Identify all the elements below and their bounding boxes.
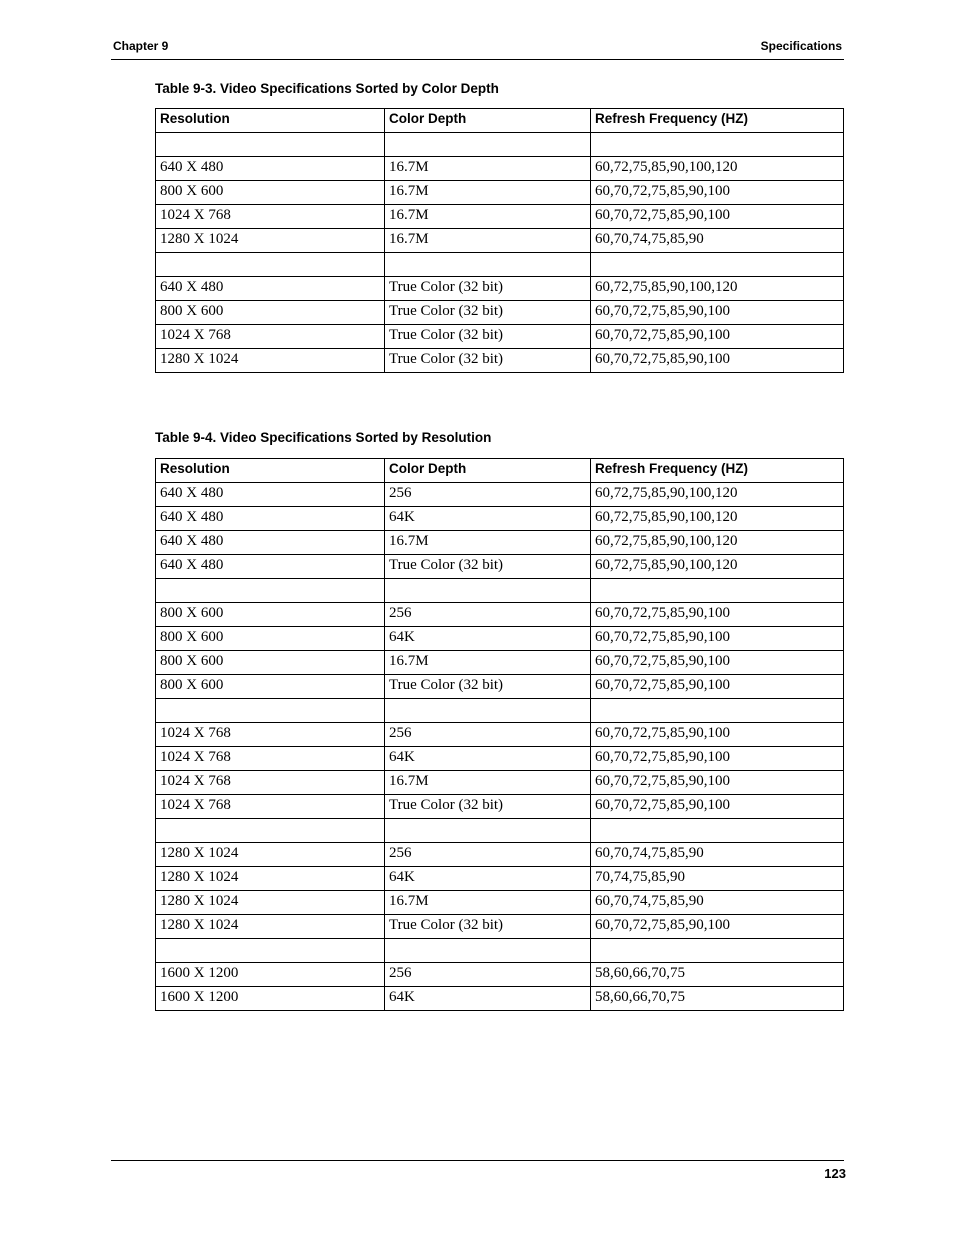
cell-refresh-frequency: 60,72,75,85,90,100,120 — [591, 483, 844, 507]
cell-refresh-frequency — [591, 253, 844, 277]
cell-color-depth: True Color (32 bit) — [385, 301, 591, 325]
cell-resolution: 1600 X 1200 — [156, 987, 385, 1011]
column-header-color-depth: Color Depth — [385, 459, 591, 483]
table-row — [156, 771, 844, 795]
cell-resolution: 640 X 480 — [156, 483, 385, 507]
table-row — [156, 795, 844, 819]
page-footer — [111, 1160, 846, 1181]
cell-refresh-frequency: 60,70,74,75,85,90 — [591, 891, 844, 915]
cell-color-depth: True Color (32 bit) — [385, 349, 591, 373]
cell-resolution: 1280 X 1024 — [156, 891, 385, 915]
cell-color-depth: 16.7M — [385, 771, 591, 795]
cell-color-depth: True Color (32 bit) — [385, 795, 591, 819]
cell-color-depth — [385, 699, 591, 723]
cell-refresh-frequency: 60,72,75,85,90,100,120 — [591, 555, 844, 579]
table-header-row — [156, 109, 844, 133]
cell-resolution: 640 X 480 — [156, 507, 385, 531]
cell-refresh-frequency: 60,72,75,85,90,100,120 — [591, 531, 844, 555]
table-row — [156, 349, 844, 373]
cell-resolution — [156, 253, 385, 277]
cell-refresh-frequency: 60,72,75,85,90,100,120 — [591, 507, 844, 531]
cell-refresh-frequency: 60,72,75,85,90,100,120 — [591, 157, 844, 181]
table-row — [156, 277, 844, 301]
table-row — [156, 627, 844, 651]
cell-resolution: 800 X 600 — [156, 603, 385, 627]
cell-resolution: 800 X 600 — [156, 651, 385, 675]
cell-resolution: 1024 X 768 — [156, 723, 385, 747]
cell-resolution — [156, 939, 385, 963]
cell-color-depth: 256 — [385, 603, 591, 627]
cell-resolution: 1280 X 1024 — [156, 843, 385, 867]
cell-refresh-frequency: 60,70,72,75,85,90,100 — [591, 349, 844, 373]
cell-refresh-frequency: 60,72,75,85,90,100,120 — [591, 277, 844, 301]
cell-resolution: 1280 X 1024 — [156, 229, 385, 253]
cell-color-depth: 64K — [385, 507, 591, 531]
table-row — [156, 507, 844, 531]
cell-resolution: 1280 X 1024 — [156, 915, 385, 939]
column-header-resolution: Resolution — [156, 459, 385, 483]
cell-color-depth — [385, 133, 591, 157]
cell-refresh-frequency — [591, 699, 844, 723]
cell-resolution: 640 X 480 — [156, 531, 385, 555]
cell-refresh-frequency: 60,70,72,75,85,90,100 — [591, 795, 844, 819]
cell-resolution: 800 X 600 — [156, 627, 385, 651]
table-row — [156, 229, 844, 253]
cell-refresh-frequency — [591, 133, 844, 157]
column-header-refresh-frequency: Refresh Frequency (HZ) — [591, 459, 844, 483]
cell-refresh-frequency: 60,70,72,75,85,90,100 — [591, 325, 844, 349]
cell-refresh-frequency: 60,70,72,75,85,90,100 — [591, 915, 844, 939]
page-header — [111, 38, 844, 60]
cell-refresh-frequency: 60,70,72,75,85,90,100 — [591, 627, 844, 651]
cell-refresh-frequency: 60,70,74,75,85,90 — [591, 843, 844, 867]
table-row — [156, 747, 844, 771]
cell-resolution — [156, 579, 385, 603]
table-caption-resolution: Table 9-4. Video Specifications Sorted by Resolution — [155, 430, 492, 445]
cell-resolution — [156, 133, 385, 157]
cell-color-depth: 16.7M — [385, 157, 591, 181]
cell-resolution — [156, 699, 385, 723]
table-sorted-by-resolution — [155, 458, 844, 1011]
cell-refresh-frequency — [591, 939, 844, 963]
cell-resolution: 800 X 600 — [156, 675, 385, 699]
cell-resolution: 800 X 600 — [156, 301, 385, 325]
cell-color-depth — [385, 819, 591, 843]
table-row — [156, 723, 844, 747]
table-row — [156, 843, 844, 867]
table-row — [156, 483, 844, 507]
cell-color-depth: True Color (32 bit) — [385, 277, 591, 301]
cell-color-depth: 16.7M — [385, 181, 591, 205]
cell-color-depth: 16.7M — [385, 531, 591, 555]
cell-color-depth: True Color (32 bit) — [385, 325, 591, 349]
table-row — [156, 675, 844, 699]
table-row — [156, 867, 844, 891]
table-caption-color-depth: Table 9-3. Video Specifications Sorted by Color Depth — [155, 81, 499, 96]
cell-resolution: 1024 X 768 — [156, 795, 385, 819]
cell-color-depth — [385, 939, 591, 963]
page-number: 123 — [824, 1166, 846, 1181]
table-row — [156, 963, 844, 987]
table-row — [156, 133, 844, 157]
table-row — [156, 915, 844, 939]
table-row — [156, 579, 844, 603]
cell-resolution: 640 X 480 — [156, 157, 385, 181]
table-row — [156, 699, 844, 723]
cell-resolution: 1024 X 768 — [156, 747, 385, 771]
table-row — [156, 603, 844, 627]
table-row — [156, 531, 844, 555]
cell-color-depth: 16.7M — [385, 205, 591, 229]
table-row — [156, 987, 844, 1011]
cell-refresh-frequency: 60,70,72,75,85,90,100 — [591, 181, 844, 205]
cell-resolution: 1600 X 1200 — [156, 963, 385, 987]
table-row — [156, 253, 844, 277]
cell-resolution: 640 X 480 — [156, 555, 385, 579]
column-header-color-depth: Color Depth — [385, 109, 591, 133]
cell-color-depth: True Color (32 bit) — [385, 675, 591, 699]
cell-color-depth — [385, 579, 591, 603]
cell-color-depth: 256 — [385, 483, 591, 507]
cell-refresh-frequency: 60,70,72,75,85,90,100 — [591, 747, 844, 771]
cell-refresh-frequency: 60,70,72,75,85,90,100 — [591, 771, 844, 795]
cell-refresh-frequency — [591, 819, 844, 843]
table-row — [156, 651, 844, 675]
cell-color-depth: 64K — [385, 627, 591, 651]
table-row — [156, 325, 844, 349]
section-label: Specifications — [760, 39, 842, 53]
cell-refresh-frequency: 60,70,72,75,85,90,100 — [591, 723, 844, 747]
cell-refresh-frequency: 60,70,72,75,85,90,100 — [591, 301, 844, 325]
table-row — [156, 301, 844, 325]
cell-refresh-frequency: 58,60,66,70,75 — [591, 987, 844, 1011]
table-sorted-by-color-depth — [155, 108, 844, 373]
cell-color-depth: 64K — [385, 867, 591, 891]
table-row — [156, 819, 844, 843]
cell-resolution: 1024 X 768 — [156, 325, 385, 349]
table-row — [156, 891, 844, 915]
cell-resolution: 1280 X 1024 — [156, 349, 385, 373]
cell-resolution — [156, 819, 385, 843]
table-row — [156, 181, 844, 205]
cell-resolution: 640 X 480 — [156, 277, 385, 301]
cell-refresh-frequency: 60,70,72,75,85,90,100 — [591, 603, 844, 627]
cell-color-depth: 16.7M — [385, 891, 591, 915]
cell-refresh-frequency: 60,70,72,75,85,90,100 — [591, 205, 844, 229]
table-row — [156, 205, 844, 229]
table-row — [156, 939, 844, 963]
table-row — [156, 555, 844, 579]
cell-resolution: 1280 X 1024 — [156, 867, 385, 891]
cell-color-depth: 64K — [385, 747, 591, 771]
cell-refresh-frequency: 70,74,75,85,90 — [591, 867, 844, 891]
cell-resolution: 1024 X 768 — [156, 205, 385, 229]
cell-color-depth: 64K — [385, 987, 591, 1011]
cell-color-depth: True Color (32 bit) — [385, 555, 591, 579]
cell-color-depth: 16.7M — [385, 651, 591, 675]
cell-color-depth — [385, 253, 591, 277]
column-header-refresh-frequency: Refresh Frequency (HZ) — [591, 109, 844, 133]
cell-color-depth: 256 — [385, 723, 591, 747]
cell-refresh-frequency: 60,70,74,75,85,90 — [591, 229, 844, 253]
cell-color-depth: 256 — [385, 963, 591, 987]
cell-resolution: 800 X 600 — [156, 181, 385, 205]
cell-refresh-frequency: 60,70,72,75,85,90,100 — [591, 651, 844, 675]
cell-color-depth: True Color (32 bit) — [385, 915, 591, 939]
cell-refresh-frequency: 58,60,66,70,75 — [591, 963, 844, 987]
cell-resolution: 1024 X 768 — [156, 771, 385, 795]
cell-color-depth: 256 — [385, 843, 591, 867]
chapter-label: Chapter 9 — [113, 39, 169, 53]
cell-refresh-frequency — [591, 579, 844, 603]
cell-color-depth: 16.7M — [385, 229, 591, 253]
cell-refresh-frequency: 60,70,72,75,85,90,100 — [591, 675, 844, 699]
table-row — [156, 157, 844, 181]
table-header-row — [156, 459, 844, 483]
column-header-resolution: Resolution — [156, 109, 385, 133]
